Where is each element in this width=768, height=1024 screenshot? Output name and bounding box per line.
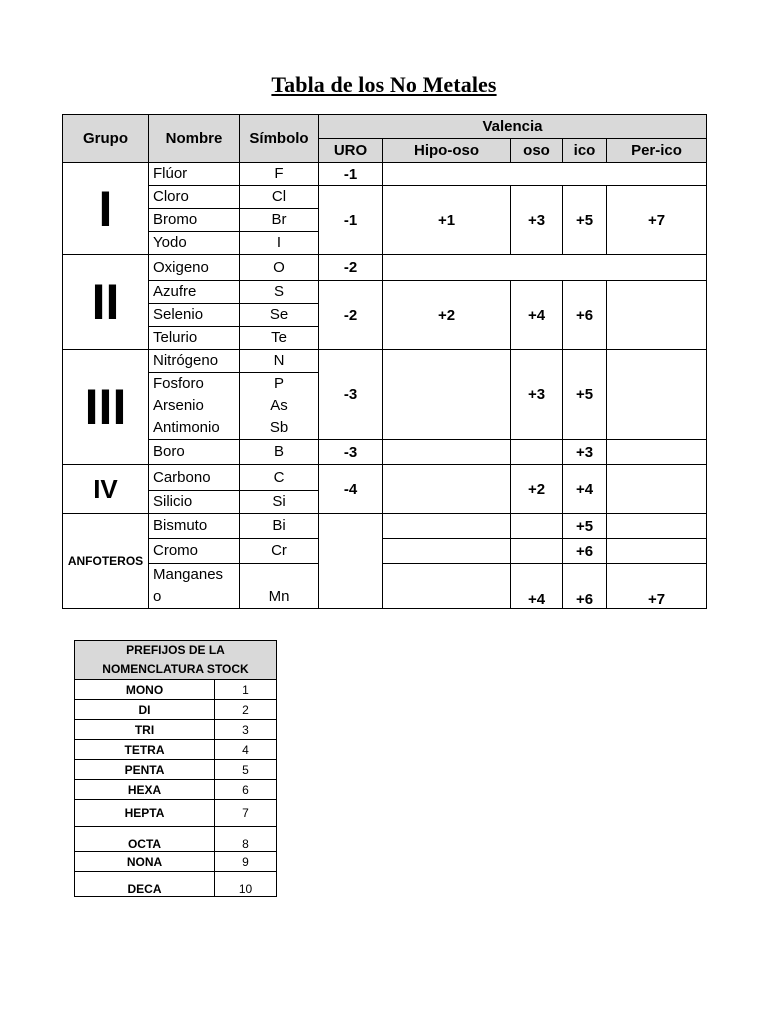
element-name: Flúor bbox=[149, 163, 240, 186]
group-i-label: I bbox=[63, 163, 149, 255]
empty-cell bbox=[383, 163, 707, 186]
element-symbol: Cr bbox=[240, 539, 319, 564]
element-symbol: S bbox=[240, 281, 319, 304]
prefix-name: PENTA bbox=[75, 760, 215, 780]
valence-uro: -1 bbox=[319, 163, 383, 186]
header-uro: URO bbox=[319, 139, 383, 163]
element-name: Nitrógeno bbox=[149, 350, 240, 373]
element-name: Telurio bbox=[149, 327, 240, 350]
prefix-value: 5 bbox=[215, 760, 277, 780]
valence-oso: +2 bbox=[511, 465, 563, 514]
table-row bbox=[75, 852, 277, 872]
element-name-line2: o bbox=[153, 588, 162, 605]
empty-cell bbox=[383, 564, 511, 609]
valence-hipo-oso: +1 bbox=[383, 186, 511, 255]
valence-uro: -2 bbox=[319, 255, 383, 281]
valence-ico: +5 bbox=[563, 514, 607, 539]
group-iii-label: III bbox=[63, 350, 149, 465]
element-name: Yodo bbox=[149, 232, 240, 255]
valence-uro: -2 bbox=[319, 281, 383, 350]
table-row bbox=[75, 700, 277, 720]
prefix-value: 8 bbox=[215, 827, 277, 852]
table-row bbox=[75, 780, 277, 800]
element-name: Arsenio bbox=[149, 395, 240, 417]
prefix-name: OCTA bbox=[75, 827, 215, 852]
prefix-name: NONA bbox=[75, 852, 215, 872]
prefix-name: HEPTA bbox=[75, 800, 215, 827]
element-symbol: Se bbox=[240, 304, 319, 327]
empty-cell bbox=[607, 350, 707, 440]
element-name: Azufre bbox=[149, 281, 240, 304]
element-symbol: Te bbox=[240, 327, 319, 350]
valence-per-ico: +7 bbox=[607, 186, 707, 255]
prefixes-header-line2: NOMENCLATURA STOCK bbox=[102, 662, 249, 676]
group-anfoteros-label: ANFOTEROS bbox=[63, 514, 149, 609]
prefix-value: 2 bbox=[215, 700, 277, 720]
header-per-ico: Per-ico bbox=[607, 139, 707, 163]
element-name: Fosforo bbox=[149, 373, 240, 396]
prefix-name: DI bbox=[75, 700, 215, 720]
valence-oso: +3 bbox=[511, 350, 563, 440]
prefix-name: MONO bbox=[75, 680, 215, 700]
header-simbolo: Símbolo bbox=[240, 115, 319, 163]
valence-hipo-oso: +2 bbox=[383, 281, 511, 350]
header-ico: ico bbox=[563, 139, 607, 163]
element-symbol: Sb bbox=[240, 417, 319, 440]
prefix-name: TRI bbox=[75, 720, 215, 740]
element-name: Oxigeno bbox=[149, 255, 240, 281]
prefixes-header bbox=[75, 641, 277, 680]
prefix-name: HEXA bbox=[75, 780, 215, 800]
empty-cell bbox=[319, 514, 383, 609]
valence-ico: +6 bbox=[563, 539, 607, 564]
element-name: Selenio bbox=[149, 304, 240, 327]
empty-cell bbox=[607, 281, 707, 350]
prefix-value: 10 bbox=[215, 872, 277, 897]
element-name: Antimonio bbox=[149, 417, 240, 440]
empty-cell bbox=[383, 539, 511, 564]
prefix-value: 6 bbox=[215, 780, 277, 800]
valence-uro: -3 bbox=[319, 350, 383, 440]
header-hipo-oso: Hipo-oso bbox=[383, 139, 511, 163]
prefix-value: 7 bbox=[215, 800, 277, 827]
element-symbol: As bbox=[240, 395, 319, 417]
element-symbol: Mn bbox=[240, 564, 319, 609]
header-valencia: Valencia bbox=[319, 115, 707, 139]
prefix-value: 9 bbox=[215, 852, 277, 872]
empty-cell bbox=[511, 514, 563, 539]
header-nombre: Nombre bbox=[149, 115, 240, 163]
empty-cell bbox=[383, 350, 511, 440]
valence-oso: +3 bbox=[511, 186, 563, 255]
table-row bbox=[75, 720, 277, 740]
table-row bbox=[75, 740, 277, 760]
group-ii-label: II bbox=[63, 255, 149, 350]
empty-cell bbox=[607, 539, 707, 564]
prefix-value: 3 bbox=[215, 720, 277, 740]
valence-ico: +6 bbox=[563, 281, 607, 350]
valence-ico: +5 bbox=[563, 186, 607, 255]
empty-cell bbox=[383, 465, 511, 514]
element-name: Cloro bbox=[149, 186, 240, 209]
valence-uro: -1 bbox=[319, 186, 383, 255]
page-title: Tabla de los No Metales bbox=[271, 72, 497, 97]
element-symbol: O bbox=[240, 255, 319, 281]
valence-oso: +4 bbox=[511, 281, 563, 350]
valence-per-ico: +7 bbox=[607, 564, 707, 609]
element-symbol: P bbox=[240, 373, 319, 396]
table-row bbox=[75, 872, 277, 897]
element-name-line1: Manganes bbox=[153, 566, 224, 583]
valence-uro: -3 bbox=[319, 440, 383, 465]
element-symbol: N bbox=[240, 350, 319, 373]
group-iv-label: IV bbox=[63, 465, 149, 514]
prefixes-header-line1: PREFIJOS DE LA bbox=[126, 643, 225, 657]
element-name: Boro bbox=[149, 440, 240, 465]
element-symbol: C bbox=[240, 465, 319, 491]
prefix-name: TETRA bbox=[75, 740, 215, 760]
element-symbol: I bbox=[240, 232, 319, 255]
element-symbol: Cl bbox=[240, 186, 319, 209]
element-symbol: F bbox=[240, 163, 319, 186]
header-grupo: Grupo bbox=[63, 115, 149, 163]
valence-oso: +4 bbox=[511, 564, 563, 609]
element-symbol: B bbox=[240, 440, 319, 465]
valence-ico: +4 bbox=[563, 465, 607, 514]
empty-cell bbox=[383, 255, 707, 281]
element-symbol: Si bbox=[240, 491, 319, 514]
prefix-value: 4 bbox=[215, 740, 277, 760]
empty-cell bbox=[607, 465, 707, 514]
element-name: Carbono bbox=[149, 465, 240, 491]
non-metals-table bbox=[62, 114, 707, 609]
element-name: Cromo bbox=[149, 539, 240, 564]
valence-ico: +5 bbox=[563, 350, 607, 440]
table-row bbox=[75, 680, 277, 700]
empty-cell bbox=[383, 440, 511, 465]
empty-cell bbox=[607, 440, 707, 465]
header-oso: oso bbox=[511, 139, 563, 163]
prefix-name: DECA bbox=[75, 872, 215, 897]
element-symbol: Br bbox=[240, 209, 319, 232]
table-row bbox=[75, 760, 277, 780]
element-name: Bromo bbox=[149, 209, 240, 232]
table-row bbox=[75, 827, 277, 852]
table-row bbox=[75, 800, 277, 827]
element-name bbox=[149, 564, 240, 609]
empty-cell bbox=[607, 514, 707, 539]
element-name: Silicio bbox=[149, 491, 240, 514]
empty-cell bbox=[511, 440, 563, 465]
prefix-value: 1 bbox=[215, 680, 277, 700]
element-name: Bismuto bbox=[149, 514, 240, 539]
valence-ico: +3 bbox=[563, 440, 607, 465]
valence-uro: -4 bbox=[319, 465, 383, 514]
prefixes-table bbox=[74, 640, 277, 897]
empty-cell bbox=[383, 514, 511, 539]
element-symbol: Bi bbox=[240, 514, 319, 539]
valence-ico: +6 bbox=[563, 564, 607, 609]
empty-cell bbox=[511, 539, 563, 564]
